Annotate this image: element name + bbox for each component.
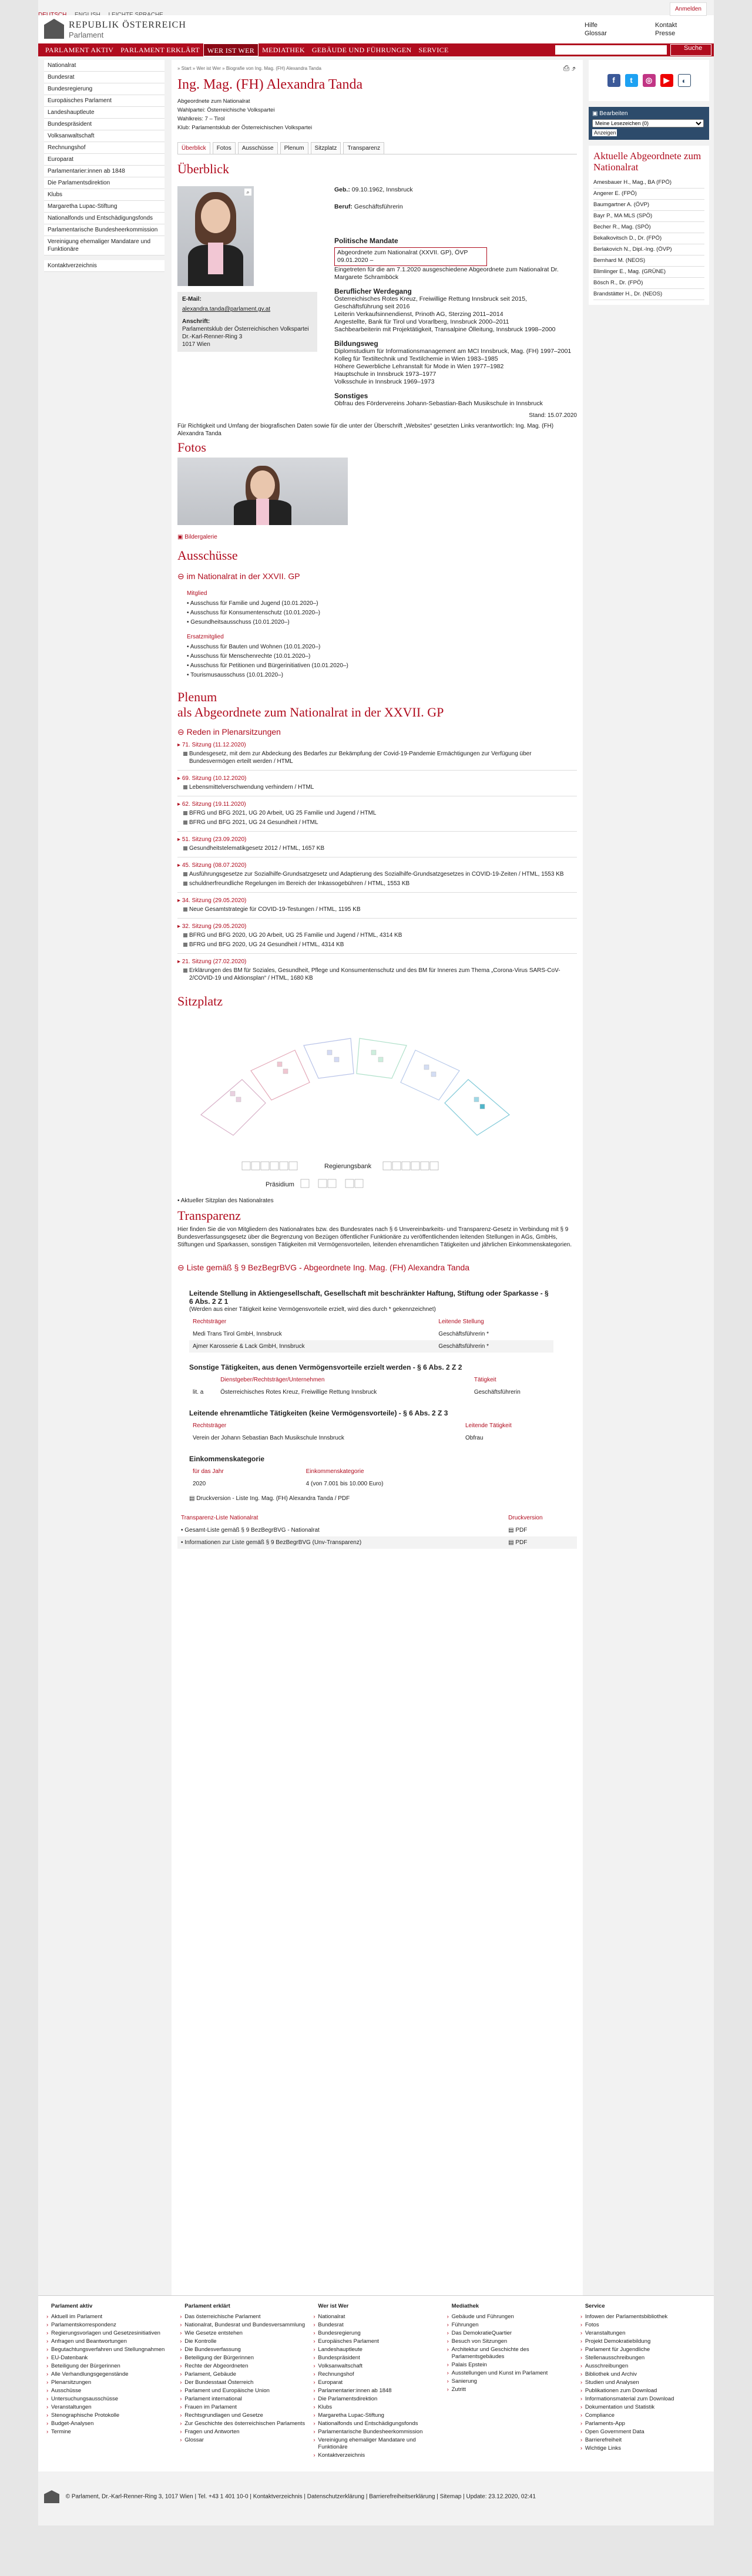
leftnav-item[interactable]: Parlamentarier:innen ab 1848 — [44, 166, 164, 177]
footer-heading[interactable]: Parlament erklärt — [184, 2303, 230, 2309]
footer-link[interactable]: › Open Government Data — [580, 2429, 706, 2436]
t4-table — [189, 1465, 553, 1490]
t1-table — [189, 1316, 553, 1353]
footer-column — [180, 2303, 305, 2464]
nav-mediathek[interactable]: MEDIATHEK — [262, 46, 305, 54]
main-content — [172, 60, 583, 2321]
footer-link[interactable]: › Gebäude und Führungen — [447, 2313, 572, 2321]
section-title-transparenz: Transparenz — [177, 1208, 241, 1223]
footer-link[interactable]: › Bundespräsident — [313, 2355, 438, 2362]
t2-head: Tätigkeit — [474, 1377, 496, 1383]
left-navigation — [44, 60, 164, 272]
abgeordneter-item[interactable]: Becher R., Mag. (SPÖ) — [593, 222, 704, 233]
presse-link[interactable]: Presse — [655, 30, 676, 37]
contact-box — [177, 292, 317, 352]
footer-column — [580, 2303, 706, 2464]
leftnav-item[interactable]: Klubs — [44, 189, 164, 201]
t4-head: für das Jahr — [193, 1468, 224, 1475]
pol-text: Eingetreten für die am 7.1.2020 ausgeschiedene Abgeordnete zum Nationalrat Dr. Margarete Schramböck — [334, 266, 559, 281]
parliament-logo-icon[interactable] — [44, 19, 64, 39]
tab-ueberblick[interactable]: Überblick — [177, 142, 210, 154]
transparenz-tables — [189, 1289, 553, 1502]
footer-link[interactable]: › Budget-Analysen — [46, 2420, 172, 2427]
footer-link[interactable]: › Informationsmaterial zum Download — [580, 2396, 706, 2403]
t1-title: Leitende Stellung in Aktiengesellschaft, Gesellschaft mit beschränkter Haftung, Stiftung oder Sparkasse - § 6 Abs. 2 Z 1 — [189, 1289, 549, 1306]
abgeordneter-item[interactable]: Amesbauer H., Mag., BA (FPÖ) — [593, 177, 704, 189]
footer-heading[interactable]: Wer ist Wer — [318, 2303, 349, 2309]
footer-link[interactable]: › Compliance — [580, 2412, 706, 2419]
t4-title: Einkommenskategorie — [189, 1455, 265, 1463]
bildung-line: Diplomstudium für Informationsmanagement am MCI Innsbruck, Mag. (FH) 1997–2001 — [334, 348, 572, 355]
footer-link[interactable]: › Stellenausschreibungen — [580, 2355, 706, 2362]
footer-link[interactable]: › Frauen im Parlament — [180, 2404, 305, 2411]
rede-item[interactable]: Erklärungen des BM für Soziales, Gesundheit, Pflege und Konsumentenschutz und des BM für Inneres zum Thema „Corona-Virus SARS-CoV-2/COVID-19 und Aktionsplan“ / HTML, 1680 KB — [183, 967, 577, 982]
reden-toggle[interactable]: ⊖ Reden in Plenarsitzungen — [177, 727, 281, 737]
sitzung-link[interactable]: ▸ 34. Sitzung (29.05.2020) — [177, 897, 247, 904]
footer-link[interactable]: › Stenographische Protokolle — [46, 2412, 172, 2419]
bildung-line: Kolleg für Textiltechnik und Textilchemie in Wien 1983–1985 — [334, 355, 498, 362]
footer-link[interactable]: › Alle Verhandlungsgegenstände — [46, 2371, 172, 2378]
footer-heading[interactable]: Service — [585, 2303, 605, 2309]
beruf-label: Beruf: — [334, 203, 352, 210]
transparenz-intro: Hier finden Sie die von Mitgliedern des Nationalrates bzw. des Bundesrates nach § 6 Unvereinbarkeits- und Transparenz-Gesetz in Verbindung mit § 9 Bundesverfassungsgesetz über die Begrenzung von Bezügen öffentlicher Funktionäre zu veröffentlichenden leitenden Stellungen in AGs, GmbHs, Stiftungen und Sparkassen, sonstigen Tätigkeiten mit Vermögensvorteilen, leitenden ehrenamtlichen Tätigkeiten und jährlichen Einkommenskategorien. — [177, 1226, 572, 1248]
t1-note: (Werden aus einer Tätigkeit keine Vermögensvorteile erzielt, wird dies durch * gekennzeichnet) — [189, 1306, 436, 1313]
footer-link[interactable]: › Nationalfonds und Entschädigungsfonds — [313, 2420, 438, 2427]
tab-ausschuesse[interactable]: Ausschüsse — [238, 142, 278, 154]
t3-table — [189, 1420, 553, 1444]
ausschuss-item[interactable]: • Ausschuss für Petitionen und Bürgerinitiativen (10.01.2020–) — [187, 663, 348, 669]
email-link[interactable]: alexandra.tanda@parlament.gv.at — [182, 306, 271, 312]
leftnav-item[interactable]: Die Parlamentsdirektion — [44, 177, 164, 189]
abgeordneter-item[interactable]: Berlakovich N., Dipl.-Ing. (ÖVP) — [593, 244, 704, 255]
section-title-ueberblick: Überblick — [177, 162, 229, 176]
footer-link[interactable]: › Regierungsvorlagen und Gesetzesinitiativen — [46, 2330, 172, 2337]
sitzung-link[interactable]: ▸ 69. Sitzung (10.12.2020) — [177, 775, 247, 782]
footer-column — [46, 2303, 172, 2464]
ersatz-label: Ersatzmitglied — [187, 634, 224, 640]
anschrift-line: Dr.-Karl-Renner-Ring 3 — [182, 334, 243, 340]
footer-link[interactable]: › Parlament international — [180, 2396, 305, 2403]
beruf-title: Beruflicher Werdegang — [334, 287, 412, 295]
abgeordneter-item[interactable]: Bekalkovitsch D., Dr. (FPÖ) — [593, 233, 704, 244]
footer-link[interactable]: › Plenarsitzungen — [46, 2379, 172, 2386]
footer-link[interactable]: › Der Bundesstaat Österreich — [180, 2379, 305, 2386]
overview-left — [177, 177, 327, 408]
ausschuss-item[interactable]: • Ausschuss für Bauten und Wohnen (10.01.2020–) — [187, 644, 321, 650]
bildung-title: Bildungsweg — [334, 339, 378, 348]
footer-link[interactable]: › Margaretha Lupac-Stiftung — [313, 2412, 438, 2419]
anschrift-line: 1017 Wien — [182, 341, 210, 348]
t2-cell: Österreichisches Rotes Kreuz, Freiwillige Rettung Innsbruck — [220, 1389, 377, 1395]
footer-link[interactable]: › Wie Gesetze entstehen — [180, 2330, 305, 2337]
tl-pdf[interactable]: ▤ PDF — [505, 1536, 577, 1549]
footer-link[interactable]: › Die Kontrolle — [180, 2338, 305, 2345]
ausschuss-item[interactable]: • Ausschuss für Familie und Jugend (10.01.2020–) — [187, 600, 318, 607]
footer-link[interactable]: › Landeshauptleute — [313, 2346, 438, 2353]
footer-link[interactable]: › Sanierung — [447, 2378, 572, 2385]
nav-wer-ist-wer[interactable]: WER IST WER — [203, 43, 258, 56]
beruf-line: Sachbearbeiterin mit Projektätigkeit, Transalpine Ölleitung, Innsbruck 1998–2000 — [334, 326, 556, 333]
overview-block — [177, 177, 577, 408]
nav-service[interactable]: SERVICE — [418, 46, 449, 54]
sitzung-link[interactable]: ▸ 45. Sitzung (08.07.2020) — [177, 862, 247, 869]
footer-link[interactable]: › Parlaments-App — [580, 2420, 706, 2427]
logo-title[interactable]: REPUBLIK ÖSTERREICH — [69, 20, 186, 30]
footer-link[interactable]: › Palais Epstein — [447, 2362, 572, 2369]
rede-item[interactable]: Lebensmittelverschwendung verhindern / HTML — [183, 783, 577, 791]
section-title-fotos: Fotos — [177, 440, 206, 455]
footer-link[interactable]: › Parlament und Europäische Union — [180, 2387, 305, 2395]
t2-title: Sonstige Tätigkeiten, aus denen Vermögensvorteile erzielt werden - § 6 Abs. 2 Z 2 — [189, 1363, 462, 1371]
pol-box: Abgeordnete zum Nationalrat (XXVII. GP), ÖVP 09.01.2020 – — [334, 247, 487, 266]
footer-link[interactable]: › EU-Datenbank — [46, 2355, 172, 2362]
bildung-line: Höhere Gewerbliche Lehranstalt für Mode in Wien 1977–1982 — [334, 363, 504, 370]
footer-column — [313, 2303, 438, 2464]
leftnav-item[interactable]: Parlamentarische Bundesheerkommission — [44, 224, 164, 236]
kontakt-link[interactable]: Kontakt — [655, 22, 677, 29]
footer-link[interactable]: › Ausschüsse — [46, 2387, 172, 2395]
footer-link[interactable]: › Nationalrat — [313, 2313, 438, 2321]
leftnav-item[interactable]: Landeshauptleute — [44, 107, 164, 119]
praesidium-label: Präsidium — [266, 1181, 294, 1188]
footer-link[interactable]: › Kontaktverzeichnis — [313, 2452, 438, 2459]
social-icons — [589, 60, 709, 101]
lesezeichen-select[interactable] — [592, 119, 704, 127]
rede-item[interactable]: BFRG und BFG 2021, UG 24 Gesundheit / HTML — [183, 819, 577, 826]
rede-item[interactable]: BFRG und BFG 2020, UG 20 Arbeit, UG 25 Familie und Jugend / HTML, 4314 KB — [183, 931, 577, 939]
t3-cell: Verein der Johann Sebastian Bach Musikschule Innsbruck — [193, 1435, 344, 1441]
rede-item[interactable]: schuldnerfreundliche Regelungen im Bereich der Inkassogebühren / HTML, 1553 KB — [183, 880, 577, 887]
leftnav-item[interactable]: Bundesrat — [44, 72, 164, 83]
bildung-line: Hauptschule in Innsbruck 1973–1977 — [334, 371, 437, 378]
section-title-ausschuesse: Ausschüsse — [177, 548, 238, 563]
search-button[interactable]: Suche — [670, 44, 711, 56]
footer-link[interactable]: › Parlamentarische Bundesheerkommission — [313, 2429, 438, 2436]
t3-cell: Obfrau — [465, 1435, 484, 1441]
footer-link[interactable]: › Europäisches Parlament — [313, 2338, 438, 2345]
footer-link[interactable]: › Barrierefreiheit — [580, 2437, 706, 2444]
plenum-subtitle: als Abgeordnete zum Nationalrat in der XXVII. GP — [177, 705, 444, 719]
section-title-sitzplatz: Sitzplatz — [177, 994, 223, 1008]
foto-thumbnail[interactable] — [177, 458, 348, 525]
pol-title: Politische Mandate — [334, 237, 398, 245]
sitzung-link[interactable]: ▸ 51. Sitzung (23.09.2020) — [177, 836, 247, 843]
email-label: E-Mail: — [182, 296, 202, 302]
footer-link[interactable]: › Glossar — [180, 2437, 305, 2444]
leftnav-item[interactable]: Nationalfonds und Entschädigungsfonds — [44, 213, 164, 224]
druckversion-link[interactable]: ▤ Druckversion - Liste Ing. Mag. (FH) Alexandra Tanda / PDF — [189, 1495, 350, 1502]
disclaimer: Für Richtigkeit und Umfang der biografischen Daten sowie für die unter der Überschrift „Websites“ gesetzten Links verantwortlich: Ing. Mag. (FH) Alexandra Tanda — [177, 423, 554, 437]
nav-parlament-aktiv[interactable]: PARLAMENT AKTIV — [45, 46, 114, 54]
t4-cell: 2020 — [193, 1481, 206, 1487]
beruf-line: Angestellte, Bank für Tirol und Vorarlberg, Innsbruck 2000–2011 — [334, 318, 509, 325]
tl-pdf[interactable]: ▤ PDF — [508, 1527, 528, 1534]
t2-table — [189, 1374, 553, 1398]
footer-link[interactable]: › Veranstaltungen — [46, 2404, 172, 2411]
right-sidebar — [589, 60, 709, 311]
ausschuss-item[interactable]: • Gesundheitsausschuss (10.01.2020–) — [187, 619, 290, 625]
language-strip — [38, 0, 714, 15]
leftnav-item[interactable]: Europarat — [44, 154, 164, 166]
leftnav-item[interactable]: Bundespräsident — [44, 119, 164, 130]
footer-link[interactable]: › Das österreichische Parlament — [180, 2313, 305, 2321]
anzeigen-button[interactable]: Anzeigen — [592, 129, 617, 136]
tab-sitzplatz[interactable]: Sitzplatz — [311, 142, 341, 154]
breadcrumb[interactable]: » Start » Wer ist Wer » Biografie von Ing. Mag. (FH) Alexandra Tanda — [177, 66, 322, 71]
abgeordneter-item[interactable]: Blimlinger E., Mag. (GRÜNE) — [593, 267, 704, 278]
footer-link[interactable]: › Bundesrat — [313, 2322, 438, 2329]
main-nav — [38, 43, 714, 56]
header — [38, 6, 714, 43]
login-button[interactable]: Anmelden — [670, 2, 707, 16]
footer-link[interactable]: › Die Bundesverfassung — [180, 2346, 305, 2353]
t1-cell: Ajmer Karosserie & Lack GmbH, Innsbruck — [189, 1340, 435, 1353]
page-wrapper — [38, 0, 714, 2525]
aktuelle-abgeordnete-title: Aktuelle Abgeordnete zum Nationalrat — [593, 150, 701, 173]
leftnav-kontaktverzeichnis[interactable]: Kontaktverzeichnis — [44, 260, 164, 272]
beruf-line: Leiterin Verkaufsinnendienst, Prinoth AG, Sterzing 2011–2014 — [334, 311, 503, 318]
footer — [38, 2295, 714, 2471]
profile-line: Wahlpartei: Österreichische Volkspartei — [177, 107, 275, 113]
profile-line: Klub: Parlamentsklub der Österreichischen Volkspartei — [177, 125, 313, 131]
footer-heading[interactable]: Mediathek — [451, 2303, 479, 2309]
tl-cell[interactable]: • Gesamt-Liste gemäß § 9 BezBegrBVG - Nationalrat — [181, 1527, 320, 1534]
footer-link[interactable]: › Beteiligung der Bürgerinnen — [46, 2363, 172, 2370]
tl-cell[interactable]: • Informationen zur Liste gemäß § 9 BezBegrBVG (Unv-Transparenz) — [177, 1536, 505, 1549]
leftnav-item[interactable]: Volksanwaltschaft — [44, 130, 164, 142]
sitzung-link[interactable]: ▸ 71. Sitzung (11.12.2020) — [177, 742, 246, 748]
logo-subtitle[interactable]: Parlament — [69, 31, 104, 39]
transparenz-liste-toggle[interactable]: ⊖ Liste gemäß § 9 BezBegrBVG - Abgeordnete Ing. Mag. (FH) Alexandra Tanda — [177, 1263, 470, 1272]
footer-link[interactable]: › Europarat — [313, 2379, 438, 2386]
seating-plan-graphic[interactable] — [177, 1015, 577, 1191]
nav-parlament-erklaert[interactable]: PARLAMENT ERKLÄRT — [120, 46, 200, 54]
footer-link[interactable]: › Rechnungshof — [313, 2371, 438, 2378]
tab-fotos[interactable]: Fotos — [213, 142, 236, 154]
geb-value: 09.10.1962, Innsbruck — [351, 186, 413, 193]
footer-link[interactable]: › Parlamentskorrespondenz — [46, 2322, 172, 2329]
abgeordneter-item[interactable]: Brandstätter H., Dr. (NEOS) — [593, 289, 704, 300]
print-share-icons[interactable]: ⎙ ⤴ — [563, 63, 576, 72]
footer-link[interactable]: › Die Parlamentsdirektion — [313, 2396, 438, 2403]
abgeordneter-item[interactable]: Baumgartner A. (ÖVP) — [593, 200, 704, 211]
bearbeiten-box — [589, 107, 709, 140]
abgeordneter-item[interactable]: Bayr P., MA MLS (SPÖ) — [593, 211, 704, 222]
leftnav-item[interactable]: Europäisches Parlament — [44, 95, 164, 107]
footer-link[interactable]: › Fragen und Antworten — [180, 2429, 305, 2436]
bottom-bar — [38, 2484, 714, 2508]
footer-link[interactable]: › Beteiligung der Bürgerinnen — [180, 2355, 305, 2362]
beruf-value: Geschäftsführerin — [354, 203, 403, 210]
ausschuss-item[interactable]: • Ausschuss für Konsumentenschutz (10.01.2020–) — [187, 610, 320, 616]
ausschuesse-subtitle[interactable]: ⊖ im Nationalrat in der XXVII. GP — [177, 571, 300, 581]
bildung-line: Volksschule in Innsbruck 1969–1973 — [334, 378, 435, 385]
anschrift-line: Parlamentsklub der Österreichischen Volkspartei — [182, 326, 309, 332]
leftnav-item[interactable]: Margaretha Lupac-Stiftung — [44, 201, 164, 213]
sonst-title: Sonstiges — [334, 392, 368, 400]
footer-link[interactable]: › Rechte der Abgeordneten — [180, 2363, 305, 2370]
youtube-icon[interactable]: ▶ — [660, 74, 673, 87]
regierungsbank-label: Regierungsbank — [324, 1163, 372, 1170]
t3-head: Rechtsträger — [193, 1422, 227, 1429]
footer-link[interactable]: › Wichtige Links — [580, 2445, 706, 2452]
sitzung-link[interactable]: ▸ 62. Sitzung (19.11.2020) — [177, 801, 246, 808]
footer-link[interactable]: › Infowen der Parlamentsbibliothek — [580, 2313, 706, 2321]
sonst-line: Obfrau des Fördervereins Johann-Sebastian-Bach Musikschule in Innsbruck — [334, 400, 543, 407]
page-title: Ing. Mag. (FH) Alexandra Tanda — [177, 77, 363, 92]
profile-tabs — [177, 142, 577, 154]
geb-label: Geb.: — [334, 186, 350, 193]
leftnav-item[interactable]: Rechnungshof — [44, 142, 164, 154]
glossar-link[interactable]: Glossar — [585, 30, 607, 37]
footer-link[interactable]: › Besuch von Sitzungen — [447, 2338, 572, 2345]
anschrift-label: Anschrift: — [182, 318, 210, 325]
footer-link[interactable]: › Parlament für Jugendliche — [580, 2346, 706, 2353]
t4-cell: 4 — [306, 1481, 310, 1487]
section-title-plenum: Plenum — [177, 690, 217, 704]
rede-item[interactable]: Bundesgesetz, mit dem zur Abdeckung des Bedarfes zur Bekämpfung der Covid-19-Pandemie Ermächtigungen zur Verfügung über Bundesvermögen erteilt werden / HTML — [183, 750, 577, 765]
footer-link[interactable]: › Untersuchungsausschüsse — [46, 2396, 172, 2403]
footer-link[interactable]: › Fotos — [580, 2322, 706, 2329]
leftnav-item[interactable]: Nationalrat — [44, 60, 164, 72]
search-input[interactable] — [555, 45, 667, 55]
tl-head: Druckversion — [508, 1515, 543, 1521]
footer-column — [447, 2303, 572, 2464]
bottom-bar-text[interactable]: © Parlament, Dr.-Karl-Renner-Ring 3, 1017 Wien | Tel. +43 1 401 10-0 | Kontaktverzeichnis | Datenschutzerklärung | Barrierefreiheitserklärung | Sitemap | Update: 23.12.2020, 02:41 — [65, 2493, 536, 2500]
rede-item[interactable]: Ausführungsgesetze zur Sozialhilfe-Grundsatzgesetz und Adaptierung des Sozialhilfe-Grundsatzgesetzes in COVID-19-Zeiten / HTML, 1553 KB — [183, 870, 577, 878]
t4-cell: (von 7.001 bis 10.000 Euro) — [310, 1481, 384, 1487]
t3-head: Leitende Tätigkeit — [465, 1422, 512, 1429]
hilfe-link[interactable]: Hilfe — [585, 22, 598, 29]
tab-transparenz[interactable]: Transparenz — [343, 142, 384, 154]
footer-link[interactable]: › Anfragen und Beantwortungen — [46, 2338, 172, 2345]
rede-item[interactable]: BFRG und BFG 2021, UG 20 Arbeit, UG 25 Familie und Jugend / HTML — [183, 809, 577, 817]
sitzung-link[interactable]: ▸ 21. Sitzung (27.02.2020) — [177, 959, 247, 965]
bearbeiten-label[interactable]: ▣ Bearbeiten — [592, 110, 628, 117]
bottom-logo-icon[interactable] — [44, 2490, 59, 2503]
overview-right — [334, 186, 577, 408]
rede-item[interactable]: BFRG und BFG 2020, UG 24 Gesundheit / HTML, 4314 KB — [183, 941, 577, 949]
t2-head: Dienstgeber/Rechtsträger/Unternehmen — [220, 1377, 325, 1383]
t1-head: Rechtsträger — [193, 1319, 227, 1325]
sitzungen-list — [177, 742, 577, 982]
footer-link[interactable]: › Zur Geschichte des österreichischen Parlaments — [180, 2420, 305, 2427]
abgeordneter-item[interactable]: Bösch R., Dr. (FPÖ) — [593, 278, 704, 289]
footer-link[interactable]: › Termine — [46, 2429, 172, 2436]
t1-cell: Geschäftsführerin * — [438, 1331, 489, 1337]
footer-link[interactable]: › Aktuell im Parlament — [46, 2313, 172, 2321]
footer-link[interactable]: › Parlament, Gebäude — [180, 2371, 305, 2378]
t3-title: Leitende ehrenamtliche Tätigkeiten (keine Vermögensvorteile) - § 6 Abs. 2 Z 3 — [189, 1409, 448, 1417]
footer-link[interactable]: › Bibliothek und Archiv — [580, 2371, 706, 2378]
portrait-image[interactable] — [177, 186, 254, 286]
header-links-left — [585, 21, 607, 38]
facebook-icon[interactable]: f — [607, 74, 620, 87]
profile-line: Abgeordnete zum Nationalrat — [177, 98, 250, 105]
profile-line: Wahlkreis: 7 – Tirol — [177, 116, 225, 122]
beruf-line: Österreichisches Rotes Kreuz, Freiwillige Rettung Innsbruck seit 2015, Geschäftsführung seit 2016 — [334, 295, 527, 310]
t2-cell: Geschäftsführerin — [474, 1389, 521, 1395]
footer-link[interactable]: › Volksanwaltschaft — [313, 2363, 438, 2370]
mitglied-label: Mitglied — [187, 590, 207, 597]
footer-link[interactable]: › Parlamentarier:innen ab 1848 — [313, 2387, 438, 2395]
ausschuss-item[interactable]: • Ausschuss für Menschenrechte (10.01.2020–) — [187, 653, 311, 660]
abgeordneter-item[interactable]: Angerer E. (FPÖ) — [593, 189, 704, 200]
nav-gebaeude[interactable]: GEBÄUDE UND FÜHRUNGEN — [311, 46, 412, 54]
rede-item[interactable]: Gesundheitstelematikgesetz 2012 / HTML, 1657 KB — [183, 845, 577, 852]
tab-plenum[interactable]: Plenum — [280, 142, 308, 154]
stand-date: Stand: 15.07.2020 — [529, 412, 577, 419]
footer-heading[interactable]: Parlament aktiv — [51, 2303, 93, 2309]
t4-head: Einkommenskategorie — [306, 1468, 364, 1475]
footer-link[interactable]: › Begutachtungsverfahren und Stellungnahmen — [46, 2346, 172, 2353]
sitzplan-link[interactable]: • Aktueller Sitzplan des Nationalrates — [177, 1198, 274, 1204]
twitter-icon[interactable]: t — [625, 74, 638, 87]
sitzung-link[interactable]: ▸ 32. Sitzung (29.05.2020) — [177, 923, 247, 930]
footer-link[interactable]: › Zutritt — [447, 2386, 572, 2393]
abgeordneter-item[interactable]: Bernhard M. (NEOS) — [593, 255, 704, 267]
ausschuss-item[interactable]: • Tourismusausschuss (10.01.2020–) — [187, 672, 283, 678]
app-icon[interactable]: ◐ — [678, 74, 691, 87]
footer-link[interactable]: › Projekt Demokratiebildung — [580, 2338, 706, 2345]
header-links-right — [655, 21, 677, 38]
footer-link[interactable]: › Vereinigung ehemaliger Mandatare und Funktionäre — [313, 2437, 438, 2451]
transparenz-liste-table — [177, 1512, 577, 1549]
footer-link[interactable]: › Rechtsgrundlagen und Gesetze — [180, 2412, 305, 2419]
footer-link[interactable]: › Publikationen zum Download — [580, 2387, 706, 2395]
bildergalerie-link[interactable]: ▣ Bildergalerie — [177, 534, 217, 540]
t1-cell: Medi Trans Tirol GmbH, Innsbruck — [193, 1331, 282, 1337]
leftnav-item[interactable]: Vereinigung ehemaliger Mandatare und Funktionäre — [44, 236, 164, 255]
footer-link[interactable]: › Veranstaltungen — [580, 2330, 706, 2337]
footer-link[interactable]: › Studien und Analysen — [580, 2379, 706, 2386]
zoom-icon[interactable]: ⌕ — [244, 189, 251, 196]
footer-link[interactable]: › Ausschreibungen — [580, 2363, 706, 2370]
footer-link[interactable]: › Ausstellungen und Kunst im Parlament — [447, 2370, 572, 2377]
t2-cell: lit. a — [193, 1389, 204, 1395]
instagram-icon[interactable]: ◎ — [643, 74, 656, 87]
leftnav-item[interactable]: Bundesregierung — [44, 83, 164, 95]
tl-head: Transparenz-Liste Nationalrat — [181, 1515, 258, 1521]
footer-link[interactable]: › Dokumentation und Statistik — [580, 2404, 706, 2411]
t1-cell: Geschäftsführerin * — [435, 1340, 553, 1353]
footer-link[interactable]: › Führungen — [447, 2322, 572, 2329]
rede-item[interactable]: Neue Gesamtstrategie für COVID-19-Testungen / HTML, 1195 KB — [183, 906, 577, 913]
aktuelle-abgeordnete-box — [589, 146, 709, 305]
footer-link[interactable]: › Nationalrat, Bundesrat und Bundesversammlung — [180, 2322, 305, 2329]
t1-head: Leitende Stellung — [438, 1319, 484, 1325]
footer-link[interactable]: › Klubs — [313, 2404, 438, 2411]
footer-link[interactable]: › Architektur und Geschichte des Parlamentsgebäudes — [447, 2346, 572, 2360]
footer-link[interactable]: › Das DemokratieQuartier — [447, 2330, 572, 2337]
footer-link[interactable]: › Bundesregierung — [313, 2330, 438, 2337]
seating-plan — [177, 1015, 577, 1197]
